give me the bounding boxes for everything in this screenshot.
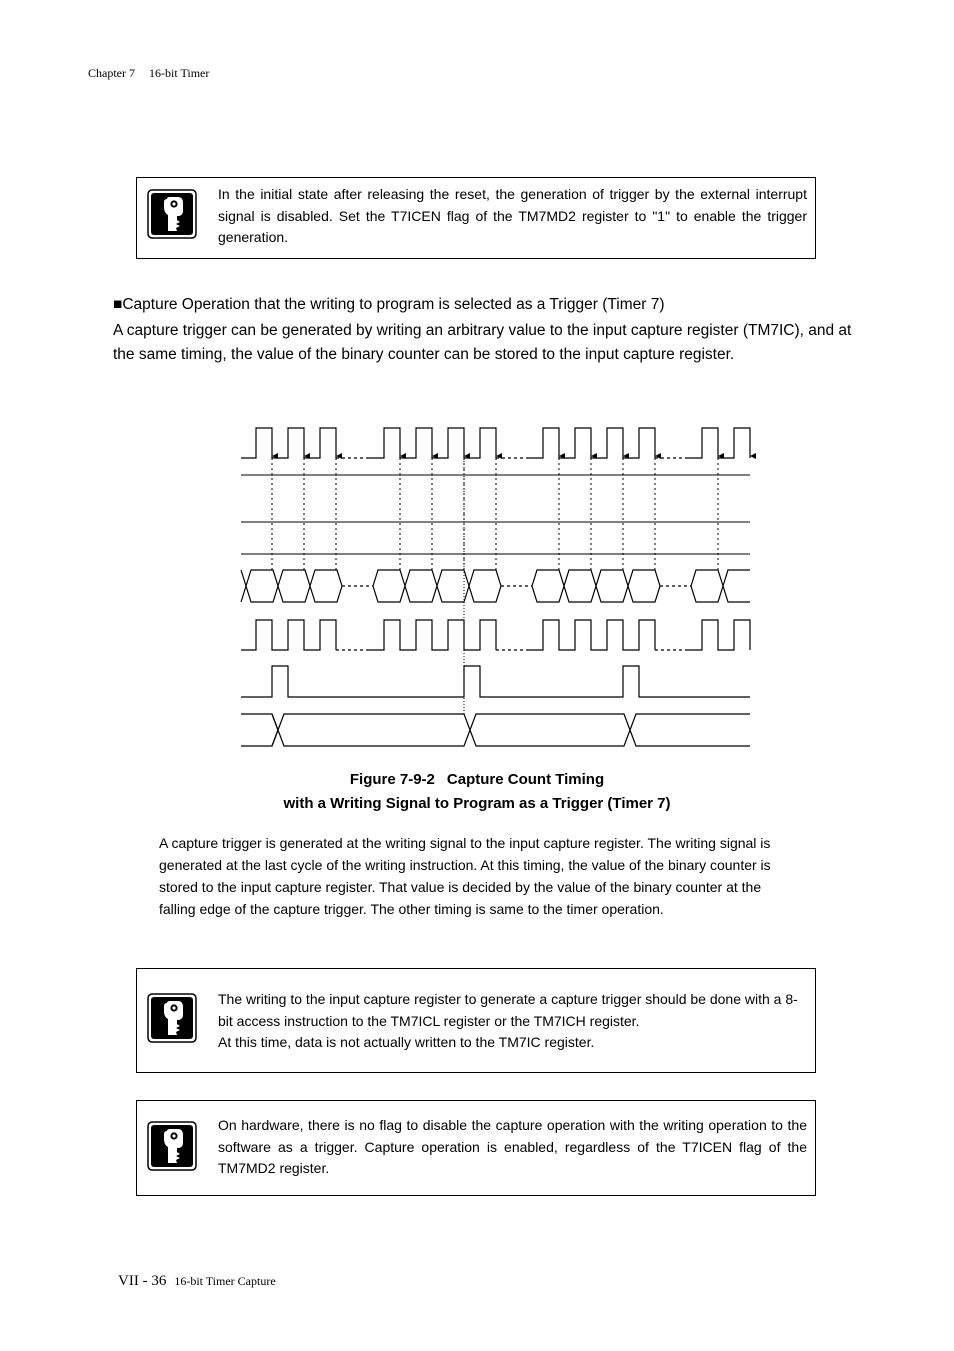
capture-value-cell	[470, 714, 630, 746]
figure-subtitle: with a Writing Signal to Program as a Trigger (Timer 7)	[283, 795, 671, 812]
trigger-waveform	[241, 428, 750, 458]
hint-icon	[147, 1121, 197, 1171]
counter-value-cell	[532, 570, 564, 602]
hint-icon	[147, 189, 197, 239]
counter-bus-waveform	[241, 570, 750, 602]
counter-value-cell	[437, 570, 469, 602]
timing-diagram	[238, 420, 758, 755]
clock-waveform	[241, 620, 750, 650]
clock-pulse-group	[368, 620, 496, 650]
clock-pulse-group	[687, 620, 750, 650]
write-signal-waveform	[241, 666, 750, 697]
counter-value-cell	[405, 570, 437, 602]
note-line: The writing to the input capture register to generate a capture trigger should be done with a 8-bit access instruction to the TM7ICL register or the TM7ICH register.	[218, 991, 798, 1029]
counter-value-cell	[278, 570, 310, 602]
counter-value-cell	[310, 570, 342, 602]
counter-value-cell	[246, 570, 278, 602]
figure-caption	[0, 768, 954, 816]
note-text: In the initial state after releasing the reset, the generation of trigger by the external interrupt signal is disabled. Set the T7ICEN flag of the TM7MD2 register to "1" to enable the trigger generation.	[218, 186, 807, 245]
figure-title: Capture Count Timing	[446, 771, 605, 788]
counter-value-cell	[469, 570, 501, 602]
capture-register-waveform	[241, 714, 750, 746]
chapter-title: 16-bit Timer	[149, 66, 210, 80]
section-body: A capture trigger can be generated by writing an arbitrary value to the input capture register (TM7IC), and at the same timing, the value of the binary counter can be stored to the input capture register.	[113, 322, 852, 363]
timing-guide-lines	[272, 458, 718, 714]
trigger-pulse-group	[241, 428, 336, 458]
page-number: VII - 36	[118, 1273, 167, 1289]
note-box-hardware	[136, 1100, 816, 1196]
counter-value-cell	[373, 570, 405, 602]
capture-value-cell	[241, 714, 278, 746]
footer-title: 16-bit Timer Capture	[174, 1274, 276, 1288]
counter-value-cell	[564, 570, 596, 602]
counter-value-cell	[596, 570, 628, 602]
capture-value-cell	[272, 714, 470, 746]
running-header	[88, 66, 223, 81]
clock-pulse-group	[528, 620, 655, 650]
note-box-reset	[136, 177, 816, 259]
figure-number: Figure 7-9-2	[349, 771, 435, 788]
note-line: At this time, data is not actually written to the TM7IC register.	[218, 1034, 595, 1050]
counter-value-cell	[691, 570, 723, 602]
explanation-paragraph: A capture trigger is generated at the writing signal to the input capture register. The writing signal is generated at the last cycle of the writing instruction. At this timing, the value of the binary counter is stored to the input capture register. That value is decided by the value of the binary counter at the falling edge of the capture trigger. The other timing is same to the timer operation.	[159, 835, 771, 917]
counter-value-cell	[628, 570, 660, 602]
counter-value-cell	[723, 570, 750, 602]
clock-pulse-group	[241, 620, 336, 650]
counter-value-cell	[241, 570, 246, 602]
note-box-access	[136, 968, 816, 1073]
chapter-label: Chapter 7	[88, 66, 135, 80]
note-text	[218, 989, 807, 1054]
section-heading: ■Capture Operation that the writing to program is selected as a Trigger (Timer 7)	[113, 296, 665, 313]
write-signal-line	[241, 666, 750, 697]
page-footer	[118, 1272, 276, 1290]
note-text: On hardware, there is no flag to disable the capture operation with the writing operation to the software as a trigger. Capture operation is enabled, regardless of the T7ICEN flag of the TM7MD2 register.	[218, 1117, 807, 1176]
capture-value-cell	[630, 714, 750, 746]
hint-icon	[147, 993, 197, 1043]
